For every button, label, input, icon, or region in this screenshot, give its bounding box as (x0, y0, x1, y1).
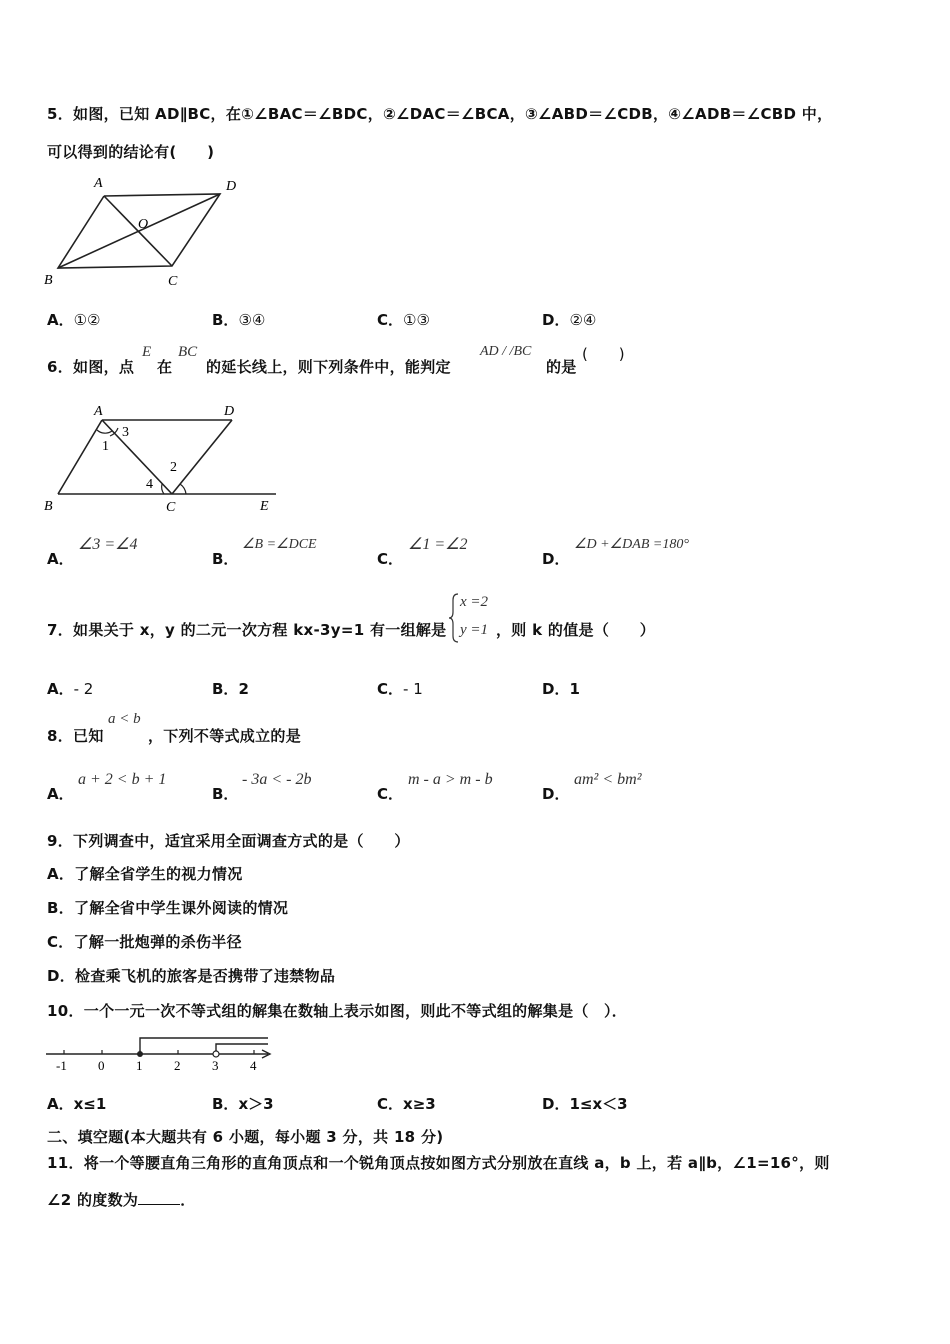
q6-option-d-text: ∠D +∠DAB =180° (574, 537, 689, 552)
q5-stem-line2: 可以得到的结论有( ) (47, 143, 215, 161)
q6-option-c-text: ∠1 =∠2 (408, 536, 468, 553)
q6-stem-d: 的是 (546, 358, 577, 376)
q6-option-b-text: ∠B =∠DCE (242, 537, 317, 552)
q8-stem-a: 8．已知 (47, 727, 104, 745)
q6-option-a-text: ∠3 =∠4 (78, 536, 138, 553)
q10-axis-label-4: 4 (250, 1058, 257, 1073)
q7-system-line2: y =1 (460, 622, 489, 638)
q6-stem-b: 在 (157, 358, 173, 376)
q6-label-1: 1 (102, 439, 109, 454)
q8-option-c-text: m - a > m - b (408, 771, 493, 788)
q8-option-b-letter: B． (212, 785, 239, 803)
q6-option-d-letter: D． (542, 550, 570, 568)
q9-option-c: C．了解一批炮弹的杀伤半径 (47, 933, 242, 951)
q5-option-b: B．③④ (212, 311, 266, 329)
q8-option-c-letter: C． (377, 785, 404, 803)
q6-label-4: 4 (146, 477, 153, 492)
q9-option-b: B．了解全省中学生课外阅读的情况 (47, 899, 289, 917)
q5-label-A: A (94, 176, 103, 191)
q5-option-a: A．①② (47, 311, 101, 329)
q5-parallelogram-figure (40, 172, 260, 292)
q7-option-b: B．2 (212, 680, 249, 698)
q10-number-line-figure (40, 1032, 280, 1074)
q6-parallelogram-figure (40, 400, 290, 520)
section-2-heading: 二、填空题(本大题共有 6 小题，每小题 3 分，共 18 分) (47, 1128, 444, 1146)
q8-condition: a < b (108, 711, 141, 727)
q6-label-D: D (224, 404, 235, 419)
q7-option-d: D．1 (542, 680, 580, 698)
q5-label-D: D (226, 179, 237, 194)
q6-option-c-letter: C． (377, 550, 404, 568)
q7-stem-b: ，则 k 的值是（ ） (496, 621, 656, 639)
q5-label-O: O (138, 217, 149, 232)
q7-option-c: C．- 1 (377, 680, 423, 698)
q6-label-2: 2 (170, 460, 177, 475)
q5-stem-line1: 5．如图，已知 AD∥BC，在①∠BAC＝∠BDC，②∠DAC＝∠BCA，③∠ABD＝∠CDB，④∠ADB＝∠CBD 中， (47, 105, 833, 123)
q6-point-e: E (142, 344, 152, 360)
q6-option-a-letter: A． (47, 550, 74, 568)
q8-option-a-text: a + 2 < b + 1 (78, 771, 167, 788)
q7-stem-a: 7．如果关于 x，y 的二元一次方程 kx-3y=1 有一组解是 (47, 621, 447, 639)
q6-label-C: C (166, 500, 176, 515)
q5-label-C: C (168, 274, 178, 289)
q8-stem-b: ，下列不等式成立的是 (148, 727, 302, 745)
q8-option-b-text: - 3a < - 2b (242, 771, 312, 788)
q10-axis-label-0: 0 (98, 1058, 105, 1073)
q6-answer-paren: ( ) (582, 345, 625, 363)
q10-axis-label-2: 2 (174, 1058, 181, 1073)
q11-answer-blank[interactable] (138, 1192, 180, 1205)
q5-label-B: B (44, 273, 53, 288)
q8-option-d-text: am² < bm² (574, 771, 642, 788)
q6-label-3: 3 (122, 425, 129, 440)
q6-segment-bc: BC (178, 344, 198, 360)
q9-option-a: A．了解全省学生的视力情况 (47, 865, 243, 883)
q10-option-d: D．1≤x＜3 (542, 1095, 628, 1113)
q6-label-E: E (260, 499, 269, 514)
q6-ad-parallel-bc: AD / /BC (480, 344, 532, 359)
q10-axis-label-neg1: -1 (56, 1058, 67, 1073)
q10-axis-label-3: 3 (212, 1058, 219, 1073)
q10-option-c: C．x≥3 (377, 1095, 436, 1113)
q9-option-d: D．检查乘飞机的旅客是否携带了违禁物品 (47, 967, 336, 985)
q6-stem-a: 6．如图，点 (47, 358, 135, 376)
q10-option-a: A．x≤1 (47, 1095, 107, 1113)
q6-label-A: A (94, 404, 103, 419)
q8-option-a-letter: A． (47, 785, 74, 803)
q5-option-d: D．②④ (542, 311, 597, 329)
q9-stem: 9．下列调查中，适宜采用全面调查方式的是（ ） (47, 832, 410, 850)
q7-system-line1: x =2 (460, 594, 489, 610)
q7-option-a: A．- 2 (47, 680, 94, 698)
q11-stem-line2: ∠2 的度数为 ． (47, 1191, 196, 1209)
q8-option-d-letter: D． (542, 785, 570, 803)
q6-label-B: B (44, 499, 53, 514)
q5-option-c: C．①③ (377, 311, 430, 329)
q10-option-b: B．x＞3 (212, 1095, 274, 1113)
q6-stem-c: 的延长线上，则下列条件中，能判定 (206, 358, 451, 376)
q7-brace-icon (448, 592, 460, 644)
q6-option-b-letter: B． (212, 550, 239, 568)
q11-stem-line1: 11．将一个等腰直角三角形的直角顶点和一个锐角顶点按如图方式分别放在直线 a，b 上，若 a∥b，∠1=16°，则 (47, 1154, 830, 1172)
q10-axis-label-1: 1 (136, 1058, 143, 1073)
q10-stem: 10．一个一元一次不等式组的解集在数轴上表示如图，则此不等式组的解集是（ ）． (47, 1002, 628, 1020)
